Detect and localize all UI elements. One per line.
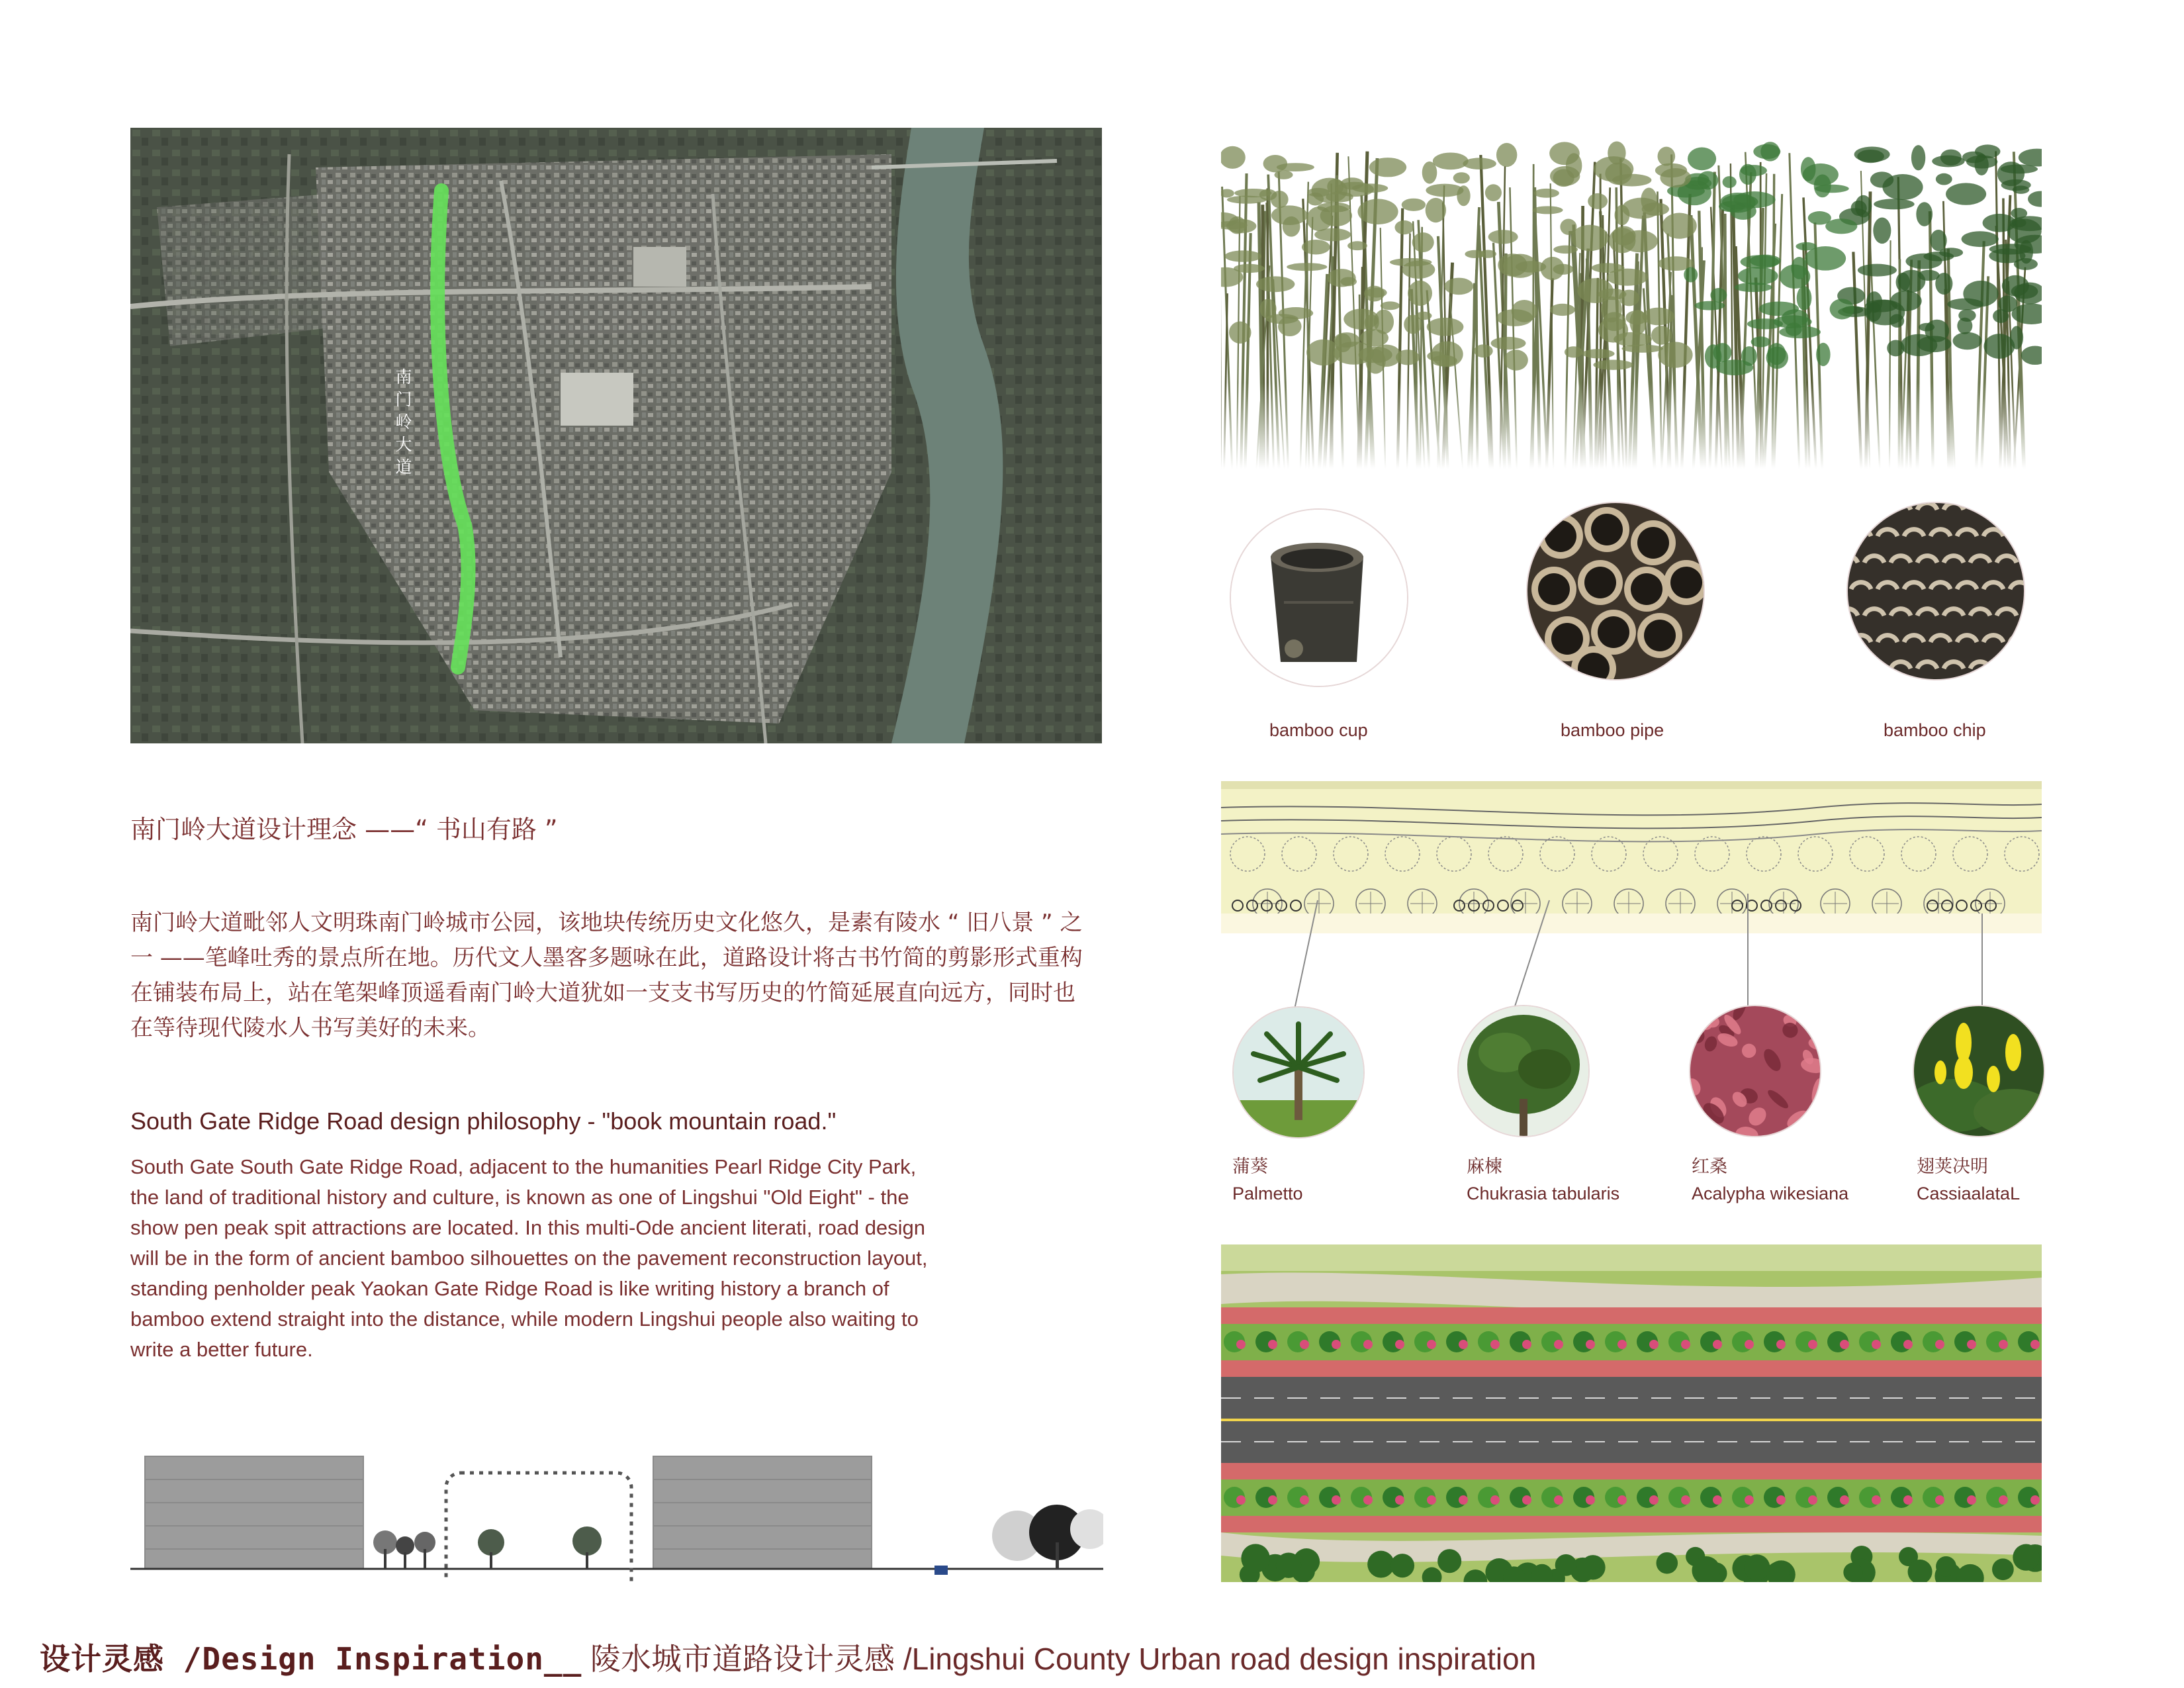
footer-caption bbox=[40, 1635, 1536, 1679]
acalypha-en-label: Acalypha wikesiana bbox=[1692, 1184, 1849, 1203]
footer-title-bold: 设计灵感 /Design Inspiration__ bbox=[40, 1641, 582, 1677]
aerial-road-label: 南门岭大道 bbox=[395, 367, 412, 477]
chukrasia-cn-label: 麻楝 bbox=[1467, 1156, 1502, 1176]
acalypha-image bbox=[1689, 1005, 1821, 1137]
acalypha-cn-label: 红桑 bbox=[1692, 1156, 1727, 1176]
bamboo-pipe-image bbox=[1526, 502, 1705, 680]
palmetto-image bbox=[1232, 1006, 1365, 1139]
bamboo-cup-image bbox=[1230, 508, 1408, 687]
footer-title-light: 陵水城市道路设计灵感 /Lingshui County Urban road design inspiration bbox=[582, 1642, 1537, 1676]
cassia-en-label: CassiaalataL bbox=[1917, 1184, 2021, 1203]
paving-plan-strip bbox=[1221, 781, 2042, 933]
chukrasia-en-label: Chukrasia tabularis bbox=[1467, 1184, 1620, 1203]
palmetto-en-label: Palmetto bbox=[1232, 1184, 1303, 1203]
cassia-cn-label: 翅荚决明 bbox=[1917, 1156, 1988, 1176]
road-plan-rendering bbox=[1221, 1244, 2042, 1582]
cn-body-text: 南门岭大道毗邻人文明珠南门岭城市公园，该地块传统历史文化悠久，是素有陵水 “ 旧八景 ” 之一 ——笔峰吐秀的景点所在地。历代文人墨客多题咏在此，道路设计将古书竹简的剪影形式重构在铺装布局上，站在笔架峰顶遥看南门岭大道犹如一支支书写历史的竹简延展直向远方，同时也在等待现代陵水人书写美好的未来。 bbox=[130, 910, 1083, 1041]
bamboo-grove-illustration bbox=[1221, 124, 2042, 469]
bamboo-chip-caption: bamboo chip bbox=[1884, 720, 1986, 740]
cn-section-title: 南门岭大道设计理念 ——“ 书山有路 ” bbox=[130, 815, 558, 844]
cassia-image bbox=[1913, 1005, 2045, 1137]
leader-line-acalypha bbox=[1747, 894, 1749, 1006]
leader-line-cassia bbox=[1981, 914, 1983, 1006]
en-section-title: South Gate Ridge Road design philosophy - "book mountain road." bbox=[130, 1107, 837, 1135]
aerial-map-image bbox=[130, 128, 1102, 743]
bamboo-chip-image bbox=[1846, 502, 2025, 680]
chukrasia-image bbox=[1457, 1005, 1590, 1137]
en-body-text: South Gate South Gate Ridge Road, adjacent to the humanities Pearl Ridge City Park, the land of traditional history and culture, is known as one of Lingshui "Old Eight" - the show pen peak spit attractions are located. In this multi-Ode ancient literati, road design will be in the form of ancient bamboo silhouettes on the pavement reconstruction layout, standing penholder peak Yaokan Gate Ridge Road is like writing history a branch of bamboo extend straight into the distance, while modern Lingshui people also waiting to write a better future. bbox=[130, 1155, 928, 1361]
bamboo-cup-caption: bamboo cup bbox=[1269, 720, 1368, 740]
bamboo-pipe-caption: bamboo pipe bbox=[1561, 720, 1664, 740]
palmetto-cn-label: 蒲葵 bbox=[1232, 1156, 1268, 1176]
road-section-diagram bbox=[130, 1443, 1103, 1582]
